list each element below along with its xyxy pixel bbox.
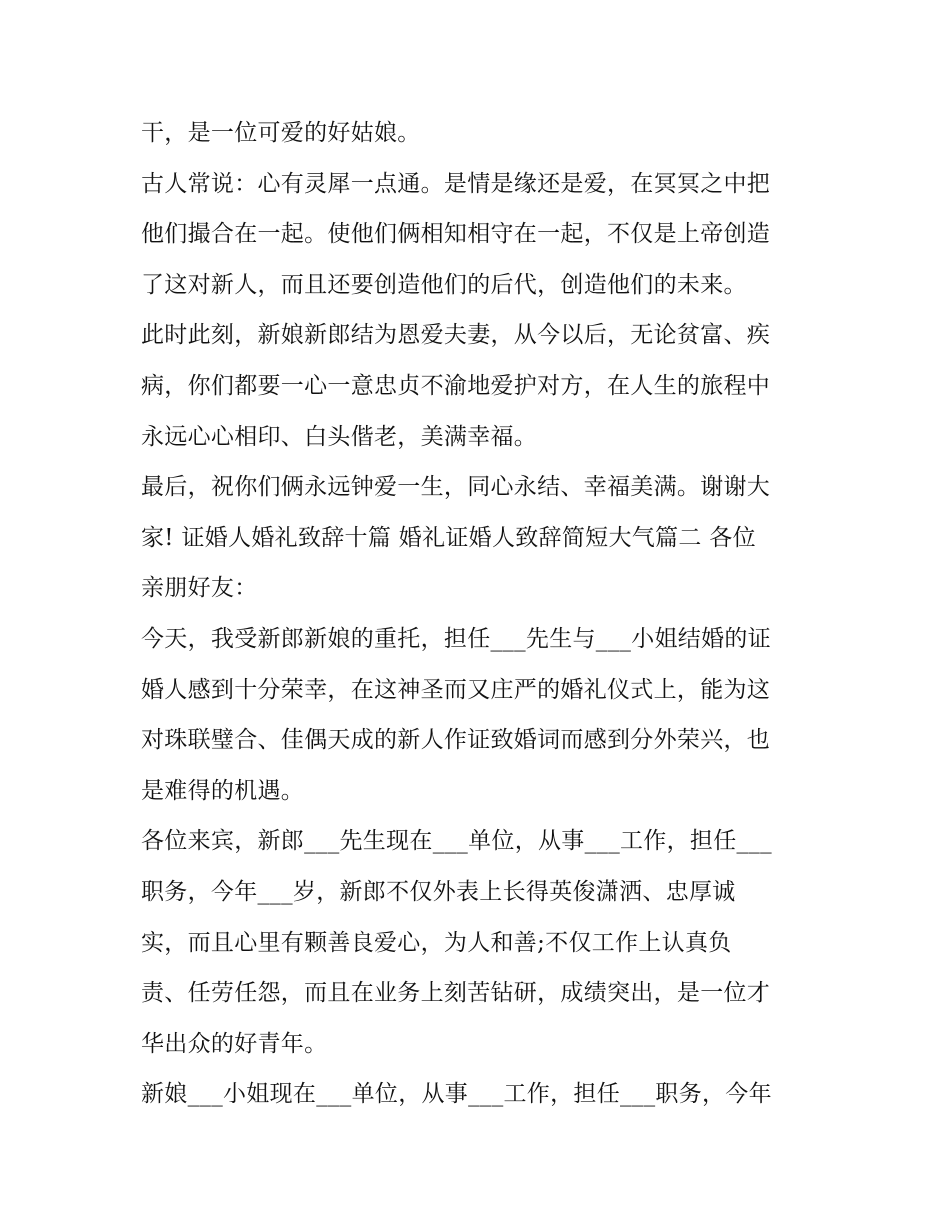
- document-body: [141, 108, 821, 1120]
- text-line: 各位来宾，新郎___先生现在___单位，从事___工作，担任___: [141, 828, 772, 855]
- text-line: 责、任劳任怨，而且在业务上刻苦钻研，成绩突出，是一位才: [141, 980, 771, 1007]
- text-line: 婚人感到十分荣幸，在这神圣而又庄严的婚礼仪式上，能为这: [141, 676, 771, 703]
- text-line: 干，是一位可爱的好姑娘。: [141, 120, 421, 146]
- text-line: 此时此刻，新娘新郎结为恩爱夫妻，从今以后，无论贫富、疾: [141, 322, 771, 349]
- text-line: 实，而且心里有颗善良爱心，为人和善;不仅工作上认真负: [141, 929, 732, 956]
- text-line: 是难得的机遇。: [141, 777, 305, 804]
- text-line: 古人常说：心有灵犀一点通。是情是缘还是爱，在冥冥之中把: [141, 170, 771, 197]
- text-line: 职务，今年___岁，新郎不仅外表上长得英俊潇洒、忠厚诚: [141, 878, 736, 905]
- text-line: 新娘___小姐现在___单位，从事___工作，担任___职务，今年: [141, 1081, 772, 1108]
- text-line: 华出众的好青年。: [141, 1030, 328, 1057]
- text-line: 对珠联璧合、佳偶天成的新人作证致婚词而感到分外荣兴，也: [141, 727, 771, 754]
- text-line: 了这对新人，而且还要创造他们的后代，创造他们的未来。: [141, 271, 747, 298]
- text-line: 家! 证婚人婚礼致辞十篇 婚礼证婚人致辞简短大气篇二 各位: [141, 524, 756, 551]
- text-line: 亲朋好友：: [141, 575, 258, 602]
- text-line: 永远心心相印、白头偕老，美满幸福。: [141, 423, 538, 450]
- text-line: 病，你们都要一心一意忠贞不渝地爱护对方，在人生的旅程中: [141, 372, 771, 399]
- text-line: 他们撮合在一起。使他们俩相知相守在一起，不仅是上帝创造: [141, 221, 771, 248]
- text-line: 今天，我受新郎新娘的重托，担任___先生与___小姐结婚的证: [141, 625, 771, 652]
- text-line: 最后，祝你们俩永远钟爱一生，同心永结、幸福美满。谢谢大: [141, 474, 771, 501]
